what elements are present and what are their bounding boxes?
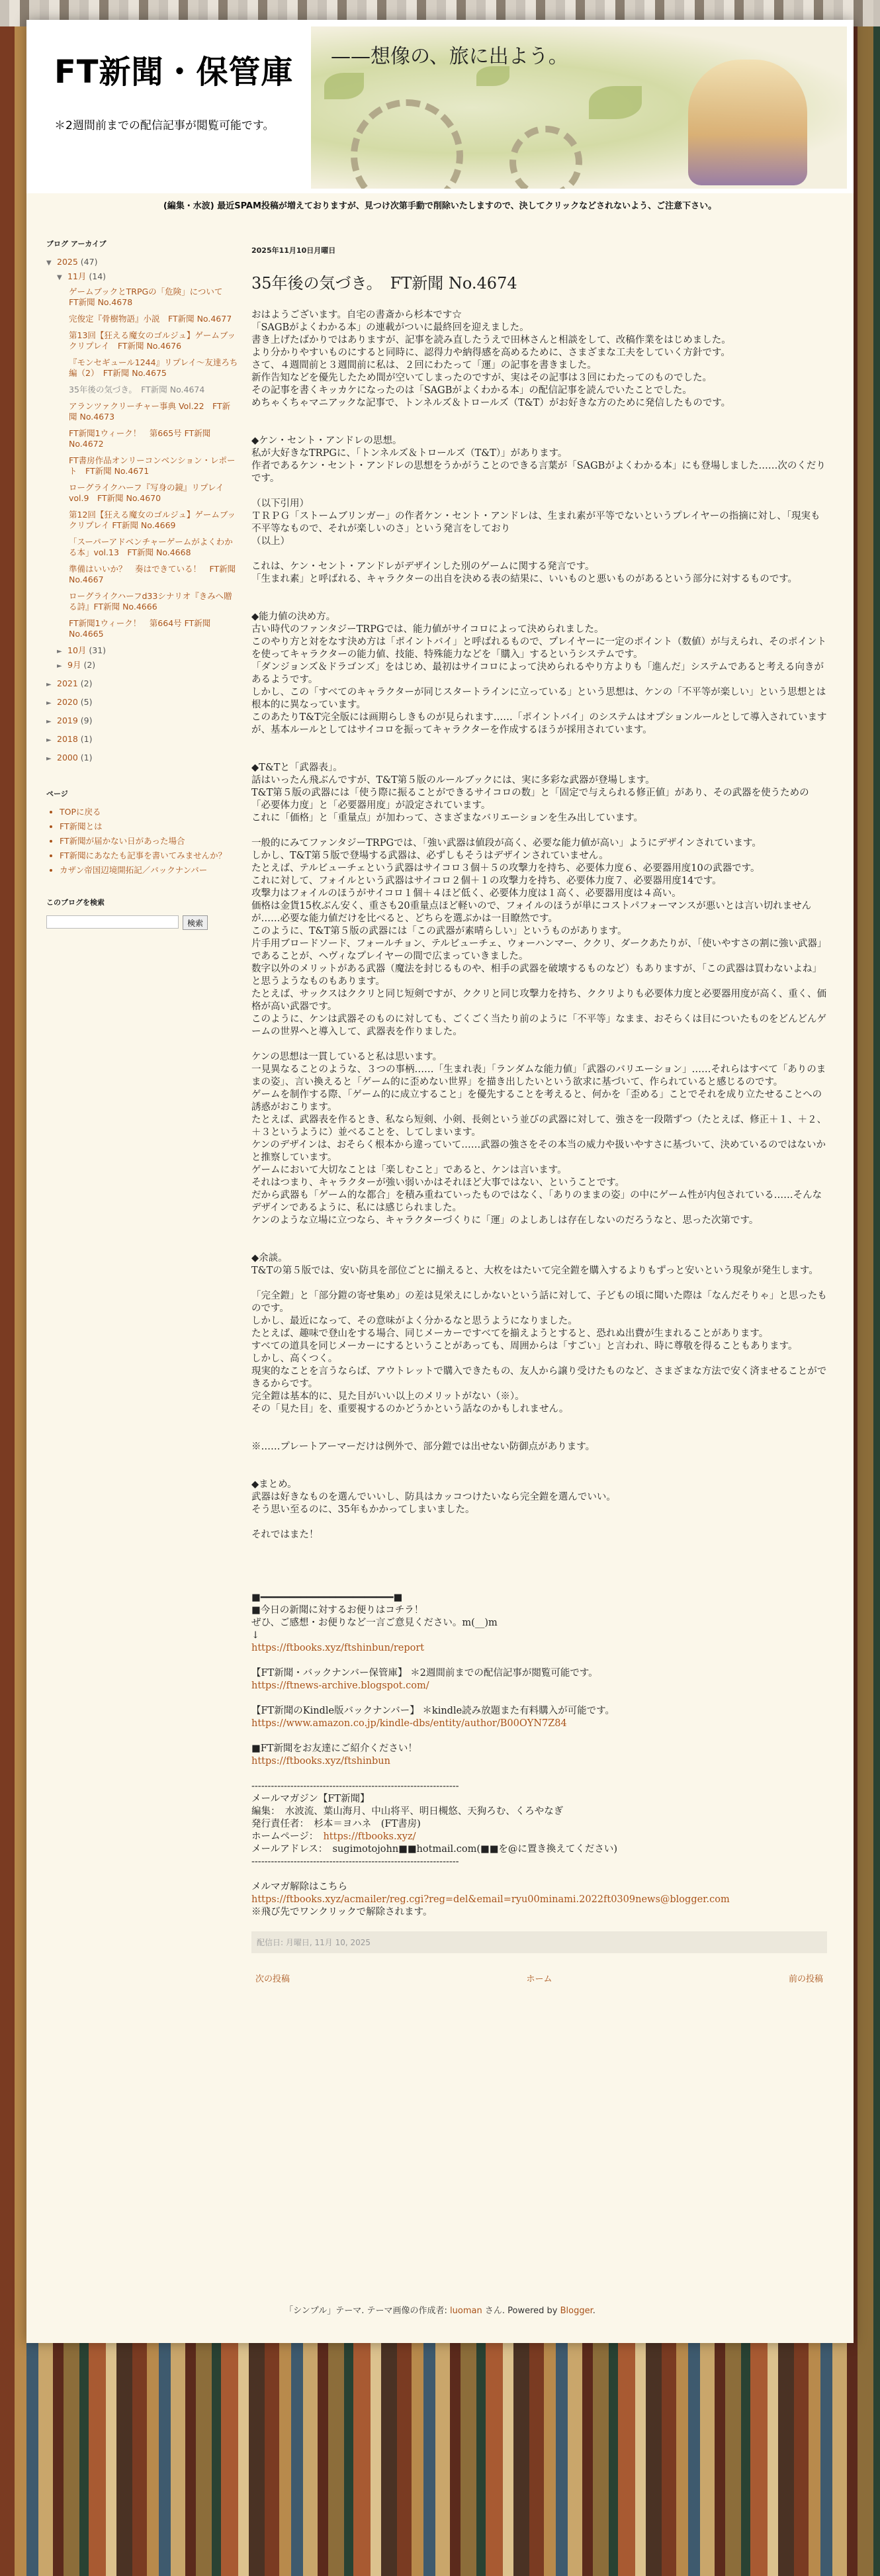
search-heading: このブログを検索 — [46, 898, 105, 907]
blog-description: ＊2週間前までの配信記事が閲覧可能です。 — [54, 119, 275, 132]
archive-count: (31) — [89, 645, 107, 655]
search-widget — [46, 897, 238, 930]
archive-month-oct — [57, 645, 238, 657]
archive-post-link[interactable]: 「スーパーアドベンチャーゲームがよくわかる本」vol.13 FT新聞 No.4668 — [69, 537, 233, 557]
post-paragraph: これは、ケン・セント・アンドレがデザインした別のゲームに関する発言です。 「生まれ素」と呼ばれる、キャラクターの出自を決める表の結果に、いいものと悪いものがあるという部分に対するものです。 — [251, 561, 798, 584]
archive-year-link[interactable]: 2019 — [57, 715, 78, 725]
share-text: ■FT新聞をお友達にご紹介ください！ — [251, 1743, 418, 1754]
newer-post-link[interactable]: 次の投稿 — [255, 1974, 290, 1984]
archive-heading: ブログ アーカイブ — [46, 240, 107, 248]
archive-count: (47) — [80, 257, 98, 267]
expand-right-icon[interactable]: ► — [57, 663, 62, 670]
blogger-link[interactable]: Blogger — [560, 2306, 593, 2316]
post-paragraph: ◆まとめ。 武器は好きなものを選んでいいし、防具はカッコつけたいなら完全鎧を選んでいい。 そう思い至るのに、35年もかかってしまいました。 — [251, 1479, 616, 1515]
archive-month-link[interactable]: 10月 — [67, 645, 87, 655]
search-input[interactable] — [46, 915, 179, 929]
post-paragraph: ◆余談。 T&Tの第５版では、安い防具を部位ごとに揃えると、大枚をはたいて完全鎧を購入するよりもずっと安いという現象が発生します。 — [251, 1253, 818, 1276]
archive-count: (1) — [80, 734, 93, 744]
footer-text: . — [592, 2306, 595, 2316]
archive-year-link[interactable]: 2021 — [57, 678, 78, 688]
homepage-link[interactable]: https://ftbooks.xyz/ — [323, 1831, 416, 1842]
page-link[interactable]: • FT新聞にあなたも記事を書いてみませんか？ — [60, 851, 238, 861]
older-post-link[interactable]: 前の投稿 — [788, 1974, 823, 1984]
page-link[interactable]: • FT新聞が届かない日があった場合 — [60, 836, 238, 847]
post-paragraph: ◆ケン・セント・アンドレの思想。 私が大好きなTRPGに、「トンネルズ＆トロールズ（T&T）」があります。 作者であるケン・セント・アンドレの思想をうかがうことのできる言葉が「SAGBがよくわかる本」にも登場しました……次のくだりです。 — [251, 436, 826, 484]
archive-count: (2) — [83, 660, 96, 670]
feedback-text: ■今日の新聞に対するお便りはコチラ！ ぜひ、ご感想・お便りなど一言ご意見ください。m(__)m ↓ — [251, 1605, 498, 1641]
post-body — [251, 309, 827, 1919]
sidebar — [46, 238, 238, 930]
character-figure — [688, 60, 807, 185]
archive-post-link[interactable]: ゲームブックとTRPGの「危険」について FT新聞 No.4678 — [69, 287, 231, 307]
blog-footer — [26, 2303, 854, 2316]
post-paragraph: ◆T&Tと「武器表」。 話はいったん飛ぶんですが、T&T第５版のルールブックには、実に多彩な武器が登場します。 T&T第５版の武器には「使う際に振ることができるサイコロの数」と「固定で与えられる修正値」があり、その武器を使うための「必要体力度」と「必要器用度」が設定されています。 これに「価格」と「重量点」が加わって、さまざまなバリエーションを生み出しています。 — [251, 762, 809, 823]
archive-post-link[interactable]: 『モンセギュール1244』リプレイ～友達ろち編（2） FT新聞 No.4675 — [69, 357, 238, 378]
unsubscribe-text: メルマガ解除はこちら — [251, 1882, 347, 1892]
expand-down-icon[interactable]: ▼ — [46, 259, 52, 267]
editors: 編集： 水波流、葉山海月、中山将平、明日槻悠、天狗ろむ、くろやなぎ — [251, 1806, 564, 1817]
publisher: 発行責任者： 杉本＝ヨハネ (FT書房) — [251, 1819, 421, 1829]
kindle-text: 【FT新聞のKindle版バックナンバー】 ＊kindle読み放題また有料購入が可能です。 — [251, 1706, 615, 1716]
archive-post-link[interactable]: 準備はいいか？ 奏はできている！ FT新聞 No.4667 — [69, 564, 236, 584]
archive-month-sep — [57, 660, 238, 672]
archive-year-link[interactable]: 2000 — [57, 753, 78, 762]
share-link[interactable]: https://ftbooks.xyz/ftshinbun — [251, 1756, 390, 1767]
archive-month-nov — [57, 271, 238, 639]
blog-container — [26, 20, 854, 2343]
expand-right-icon[interactable]: ► — [46, 718, 52, 725]
footer-text: 「シンプル」テーマ. テーマ画像の作成者: — [285, 2306, 451, 2316]
post-paragraph: 一般的にみてファンタジーTRPGでは、「強い武器は値段が高く、必要な能力値が高い」ようにデザインされています。 しかし、T&T第５版で登場する武器は、必ずしもそうはデザインされていません。 たとえば、テルビューチェという武器はサイコロ３個＋５の攻撃力を持ち、必要体力度６、必要器用度10の武器です。 これに対して、フォイルという武器はサイコロ２個＋１の攻撃力を持ち、必要体力度７、必要器用度14です。 攻撃力はフォイルのほうがサイコロ１個＋４ほど低く、必要体力度は１高く、必要器用度は４高い。 価格は金貨15枚ぶん安く、重さも20重量点ほど軽いので、フォイルのほうが単にコストパフォーマンスが悪いとは言い切れませんが……必要な能力値だけを比べると、どちらを選ぶかは一目瞭然です。 このように、T&T第５版の武器には「この武器が素晴らしい」というものがあります。 片手用ブロードソード、フォールチョン、テルビューチェ、ウォーハンマー、ククリ、ダークあたりが、「使いやすさの割に強い武器」であることが、ヘヴィなプレイヤーの間で広まっていきました。 数字以外のメリットがある武器（魔法を封じるものや、相手の武器を破壊するものなど）もありますが、「この武器は買わないよね」と思うようなものもあります。 たとえば、サックスはククリと同じ短剣ですが、ククリと同じ攻撃力を持ち、ククリよりも必要体力度と必要器用度が高く、重く、価格が高い武器です。 このように、ケンは武器そのものに対しても、ごくごく当たり前のように「不平等」なまま、おそらくは目についたものをどんどんゲームの世界へと導入して、武器表を作りました。 — [251, 838, 827, 1037]
mail-address: メールアドレス： sugimotojohn■■hotmail.com(■■を@に置き換えてください) — [251, 1844, 618, 1855]
post-navigation — [251, 1972, 827, 1984]
post-date: 2025年11月10日月曜日 — [251, 246, 336, 255]
archive-year — [46, 715, 238, 727]
kindle-link[interactable]: https://www.amazon.co.jp/kindle-dbs/entity/author/B00OYN7Z84 — [251, 1718, 567, 1729]
gear-decoration — [509, 126, 582, 189]
unsubscribe-note: ※飛び先でワンクリックで解除されます。 — [251, 1907, 433, 1917]
archive-month-link[interactable]: 11月 — [67, 271, 87, 281]
archive-year — [46, 697, 238, 709]
archive-count: (9) — [80, 715, 93, 725]
separator: ---------------------------------------------------------------- — [251, 1857, 459, 1867]
archive-year-link[interactable]: 2025 — [57, 257, 78, 267]
page-link[interactable]: • カザン帝国辺境開拓記／バックナンバー — [60, 865, 238, 876]
archive-post-link[interactable]: 第13回【狂える魔女のゴルジュ】ゲームブックリプレイ FT新聞 No.4676 — [69, 330, 236, 351]
home-link[interactable]: ホーム — [526, 1974, 552, 1984]
divider-bar: ■━━━━━━━━━━━━━━━━━━━━━━━■ — [251, 1592, 403, 1603]
archive-year — [46, 734, 238, 746]
spam-notice: (編集・水波) 最近SPAM投稿が増えておりますが、見つけ次第手動で削除いたしますので、決してクリックなどされないよう、ご注意下さい。 — [163, 201, 717, 211]
archive-count: (5) — [80, 697, 93, 707]
post-title: 35年後の気づき。 FT新聞 No.4674 — [251, 274, 517, 293]
archive-month-link[interactable]: 9月 — [67, 660, 81, 670]
magazine-name: メールマガジン【FT新聞】 — [251, 1794, 370, 1804]
archive-post-current: 35年後の気づき。 FT新聞 No.4674 — [69, 385, 205, 394]
header-tagline: ——想像の、旅に出よう。 — [331, 45, 568, 68]
archive-year-link[interactable]: 2018 — [57, 734, 78, 744]
archive-post-link[interactable]: FT書房作品オンリーコンベンション・レポート FT新聞 No.4671 — [69, 455, 236, 476]
blog-title[interactable]: FT新聞・保管庫 — [54, 54, 294, 91]
pages-widget — [46, 788, 238, 876]
post-paragraph: （以下引用） ＴＲＰＧ「ストームブリンガー」の作者ケン・セント・アンドレは、生まれ素が平等でないというプレイヤーの指摘に対し、「現実も不平等なもので、それが楽しいのさ」という発言をしており （以上） — [251, 498, 820, 547]
archive-text: 【FT新聞・バックナンバー保管庫】 ＊2週間前までの配信記事が閲覧可能です。 — [251, 1668, 598, 1679]
post-paragraph: それではまた！ — [251, 1530, 319, 1540]
feedback-link[interactable]: https://ftbooks.xyz/ftshinbun/report — [251, 1643, 425, 1653]
archive-tree — [46, 257, 238, 764]
archive-post-link[interactable]: FT新聞1ウィーク！ 第665号 FT新聞 No.4672 — [69, 428, 211, 449]
post-paragraph: ※……プレートアーマーだけは例外で、部分鎧では出せない防御点があります。 — [251, 1442, 595, 1452]
expand-down-icon[interactable]: ▼ — [57, 274, 62, 281]
expand-right-icon[interactable]: ► — [57, 648, 62, 655]
post-paragraph: ◆能力値の決め方。 古い時代のファンタジーTRPGでは、能力値がサイコロによって決められました。 このやり方と対をなす決め方は「ポイントバイ」と呼ばれるもので、プレイヤーに一定のポイント（数値）が与えられ、そのポイントを使ってキャラクターの能力値、技能、特殊能力などを「購入」するというシステムです。 「ダンジョンズ＆ドラゴンズ」をはじめ、最初はサイコロによって決められるやり方よりも「進んだ」システムであると考える向きがあるようです。 しかし、この「すべてのキャラクターが同じスタートラインに立っている」という思想は、ケンの「不平等が楽しい」という思想とは根本的に異なっています。 このあたりT&T完全版には画期らしきものが見られます……「ポイントバイ」のシステムはオプションルールとして導入されていますが、基本ルールとしてはサイコロを振ってキャラクターを作成するほうが採用されています。 — [251, 612, 827, 735]
post-area — [251, 245, 827, 1984]
post-paragraph: おはようございます。自宅の書斎から杉本です☆ 「SAGBがよくわかる本」の連載がついに最終回を迎えました。 書き上げたばかりではありますが、記事を読み直したうえで田林さんと相談をして、改稿作業をはじめました。 より分かりやすいものにすると同時に、認得力や納得感を高めるために、さまざまな工夫をしていく方針です。 さて、４週間前と３週間前に私は、２回にわたって「運」の記事を書きました。 新作告知などを優先したため間が空いてしまったのですが、実はその記事は３回にわたってのものでした。 その記事を書くキッカケになったのは「SAGBがよくわかる本」の配信記事を読んでいたことでした。 めちゃくちゃマニアックな記事で、トンネルズ＆トロールズ（T&T）がお好きな方のために発信したものです。 — [251, 310, 731, 408]
expand-right-icon[interactable]: ► — [46, 700, 52, 707]
archive-post-link[interactable]: ローグライクハーフ『写身の鏡』リプレイvol.9 FT新聞 No.4670 — [69, 483, 224, 503]
separator: ---------------------------------------------------------------- — [251, 1781, 459, 1792]
post-paragraph: ケンの思想は一貫していると私は思います。 一見異なることのような、３つの事柄……「生まれ表」「ランダムな能力値」「武器のバリエーション」……それらはすべて「ありのままの姿」、言い換えると「ゲーム的に歪めない世界」を描き出したいという欲求に基づいて、作られていると感じるのです。 ゲームを制作する際、「ゲーム的に成立すること」を優先することを考えると、何かを「歪める」ことでそれを成り立たせることへの誘惑がおこります。 たとえば、武器表を作るとき、私なら短剣、小剣、長剣という並びの武器に対して、強さを一段階ずつ（たとえば、修正＋１、＋２、＋３というように）並べることを、してしまいます。 ケンのデザインは、おそらく根本から違っていて……武器の強さをその本当の威力や扱いやすさに基づいて、決めているのではないかと推察しています。 ゲームにおいて大切なことは「楽しむこと」であると、ケンは言います。 それはつまり、キャラクターが強い弱いかはそれほど大事ではない、ということです。 だから武器も「ゲーム的な都合」を積み重ねていったものではなく、「ありのままの姿」の中にゲーム性が内包されている……そんなデザインであるように、私には感じられました。 ケンのような立場に立つなら、キャラクターづくりに「運」のよしあしは存在しないのだろうなと、思った次第です。 — [251, 1052, 827, 1226]
expand-right-icon[interactable]: ► — [46, 755, 52, 762]
archive-count: (14) — [89, 271, 107, 281]
search-button[interactable]: 検索 — [183, 915, 208, 930]
archive-year-link[interactable]: 2020 — [57, 697, 78, 707]
theme-author-link[interactable]: luoman — [450, 2306, 482, 2316]
archive-year — [46, 678, 238, 690]
unsubscribe-link[interactable]: https://ftbooks.xyz/acmailer/reg.cgi?reg=del&email=ryu00minami.2022ft0309news@blogger.com — [251, 1894, 730, 1905]
archive-year — [46, 753, 238, 764]
expand-right-icon[interactable]: ► — [46, 681, 52, 688]
page-link[interactable]: • TOPに戻る — [60, 807, 238, 817]
leaf-decoration — [589, 86, 642, 119]
gear-decoration — [351, 99, 463, 189]
post-meta: 配信日: 月曜日, 11月 10, 2025 — [251, 1931, 827, 1953]
archive-count: (1) — [80, 753, 93, 762]
leaf-decoration — [476, 66, 509, 86]
homepage-row — [251, 1831, 827, 1843]
archive-link[interactable]: https://ftnews-archive.blogspot.com/ — [251, 1680, 429, 1691]
footer-text: さん. Powered by — [482, 2306, 560, 2316]
expand-right-icon[interactable]: ► — [46, 737, 52, 744]
archive-post-link[interactable]: アランツァクリーチャー事典 Vol.22 FT新聞 No.4673 — [69, 401, 231, 422]
pages-heading: ページ — [46, 790, 68, 798]
archive-count: (2) — [80, 678, 93, 688]
homepage-label: ホームページ： — [251, 1831, 324, 1842]
archive-year-2025 — [46, 257, 238, 672]
page-link[interactable]: • FT新聞とは — [60, 821, 238, 832]
header-illustration — [311, 26, 847, 189]
archive-post-link[interactable]: ローグライクハーフd33シナリオ『きみへ贈る詩』FT新聞 No.4666 — [69, 591, 232, 612]
archive-post-link[interactable]: 第12回【狂える魔女のゴルジュ】ゲームブックリプレイ FT新聞 No.4669 — [69, 510, 236, 530]
post-paragraph: 「完全鎧」と「部分鎧の寄せ集め」の差は見栄えにしかないという話に対して、子どもの頃に聞いた際は「なんだそりゃ」と思ったものです。 しかし、最近になって、その意味がよく分かるなと思うようになりました。 たとえば、趣味で登山をする場合、同じメーカーですべてを揃えようとすると、恐れぬ出費が生まれることがあります。 すべての道具を同じメーカーにするということがあっても、周囲からは「すごい」と言われ、時に尊敬を得ることもあります。 しかし、高くつく。 現実的なことを言うならば、アウトレットで購入できたもの、友人から譲り受けたものなど、さまざまな方法で安く済ませることができるからです。 完全鎧は基本的に、見た目がいい以上のメリットがない（※）。 その「見た目」を、重要視するのかどうかという話なのかもしれません。 — [251, 1291, 827, 1414]
archive-post-link[interactable]: FT新聞1ウィーク！ 第664号 FT新聞 No.4665 — [69, 618, 211, 639]
archive-post-link[interactable]: 完俊定『骨樹物語』小説 FT新聞 No.4677 — [69, 314, 232, 324]
leaf-decoration — [324, 73, 364, 99]
blog-header — [26, 20, 854, 193]
